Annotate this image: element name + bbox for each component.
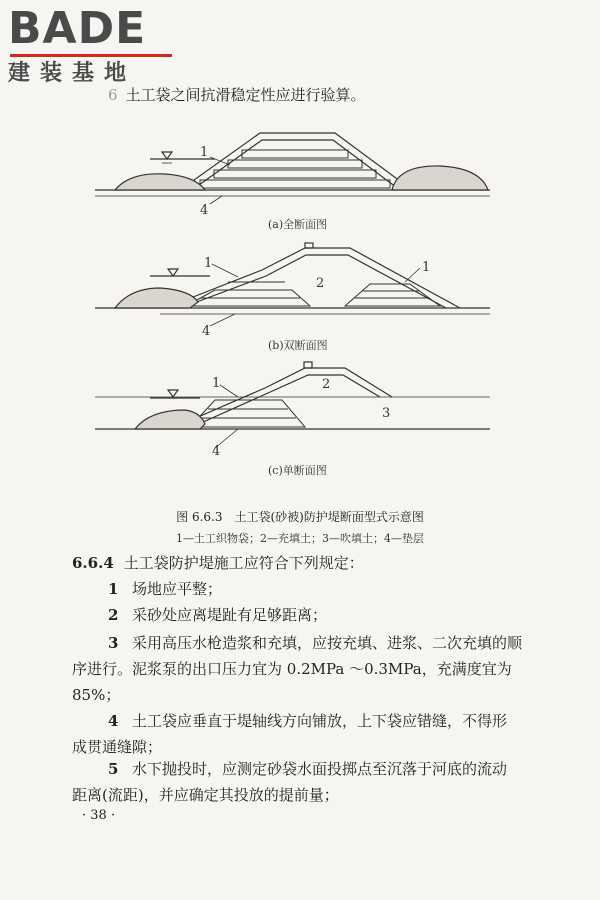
figure-b-mound [115,288,198,308]
page-number: · 38 · [82,808,116,823]
figure-a-leader-1 [210,157,230,165]
figure-c-label-4: 4 [212,444,221,459]
item-text-cont: 距离(流距)，并应确定其投放的提前量； [72,786,339,804]
figure-a-outer-shell [180,133,412,190]
figure-b [95,243,490,326]
figure-c [95,362,490,448]
intro-number: 6 [108,86,118,104]
clause-text: 土工袋防护堤施工应符合下列规定： [123,554,364,572]
figure-a-caption: (a)全断面图 [268,218,328,231]
figure-b-label-1: 1 [204,256,213,271]
figure-b-label-2: 2 [316,276,325,291]
figure-c-crest-block [304,362,312,368]
item-text: 场地应平整； [132,580,223,598]
clause-number: 6.6.4 [72,554,114,572]
item-text: 采用高压水枪造浆和充填，应按充填、进浆、二次充填的顺 [132,634,523,652]
item-text-cont: 成贯通缝隙； [72,738,163,756]
figure-b-water-icon [168,269,178,276]
figure-a-water-icon [162,152,172,159]
figure-a-layer [200,180,390,188]
item-number: 2 [108,606,119,624]
figure-a-mound-left [115,174,205,190]
figure-c-water-icon [168,390,178,397]
figure-c-label-1: 1 [212,376,221,391]
figure-b-leader-4 [210,314,235,326]
item-number: 3 [108,634,119,652]
figure-b-caption: (b)双断面图 [268,339,328,352]
figure-b-leader-1 [212,264,238,277]
figure-a-layer [242,150,348,158]
figure-c-mound [135,410,205,429]
figure-legend: 1—土工织物袋；2—充填土；3—吹填土；4—垫层 [176,532,424,545]
item-number: 4 [108,712,119,730]
figure-b-crest-block [305,243,313,248]
figure-b-right-stack [345,284,440,306]
figure-title: 图 6.6.3 土工袋(砂被)防护堤断面型式示意图 [176,510,424,524]
figure-b-label-4: 4 [202,324,211,339]
item-number: 5 [108,760,119,778]
item-number: 1 [108,580,119,598]
figure-a-label-4: 4 [200,203,209,218]
list-item [72,708,532,760]
logo-subtitle: 建装基地 [8,61,137,86]
item-text-cont: 85%； [72,686,121,704]
figure-c-leader-1 [220,385,238,397]
figure-b-layer [345,284,440,306]
figure-a [95,133,490,204]
figure-c-caption: (c)单断面图 [268,464,327,477]
item-text: 水下抛投时，应测定砂袋水面投掷点至沉落于河底的流动 [132,760,508,778]
figure-c-label-2: 2 [322,377,331,392]
logo-wordmark: BADE [8,3,147,54]
clause-heading [72,552,364,573]
list-item [72,602,532,628]
list-item [72,576,532,602]
figure-b-outer-shell [170,248,460,308]
item-text-cont: 序进行。泥浆泵的出口压力宜为 0.2MPa ～0.3MPa，充满度宜为 [72,660,512,678]
figure-a-label-1: 1 [200,145,209,160]
figure-b-leader-1b [405,268,420,282]
list-item [72,756,532,808]
intro-text: 土工袋之间抗滑稳定性应进行验算。 [125,86,366,104]
figure-a-leader-4 [210,196,222,204]
figure-a-layer [214,170,376,178]
item-text: 土工袋应垂直于堤轴线方向铺放，上下袋应错缝，不得形 [132,712,508,730]
figure-a-layer [228,160,362,168]
figure-a-mound-right [392,166,488,190]
figure-b-label-1b: 1 [422,260,431,275]
figure-b-left-stack [186,282,310,306]
figure-c-label-3: 3 [382,406,391,421]
figure-a-inner-shell [192,140,400,190]
list-item [72,630,532,708]
item-text: 采砂处应离堤趾有足够距离； [132,606,328,624]
